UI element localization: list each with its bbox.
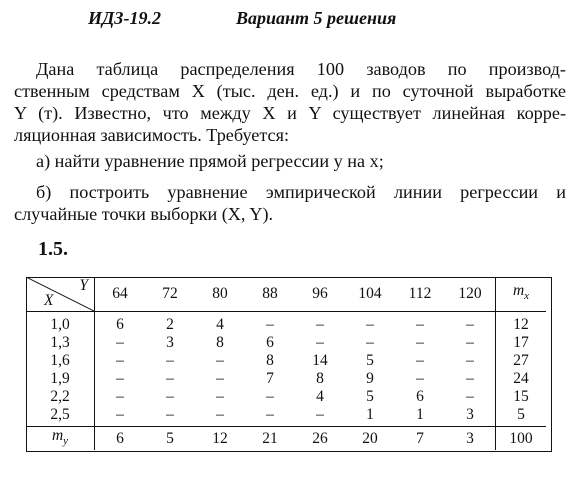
problem-line: ляционная зависимость. Требуется: bbox=[14, 125, 290, 145]
freq-cell: – bbox=[116, 406, 124, 423]
y-value: 96 bbox=[295, 277, 345, 312]
table-header-row bbox=[26, 277, 546, 312]
freq-cell: 5 bbox=[366, 352, 374, 369]
my-value: 3 bbox=[445, 427, 496, 451]
freq-cell: – bbox=[166, 388, 174, 405]
problem-line: Y (т). Известно, что между X и Y существует линейная корре- bbox=[14, 103, 566, 123]
freq-cell: 4 bbox=[216, 316, 224, 333]
y-value: 64 bbox=[95, 277, 146, 312]
mx-value: 17 bbox=[496, 334, 547, 352]
my-value: 7 bbox=[395, 427, 445, 451]
freq-cell: – bbox=[116, 388, 124, 405]
freq-cell: – bbox=[466, 388, 474, 405]
task-b-line: б) построить уравнение эмпирической линии регрессии и bbox=[36, 182, 566, 202]
table-row bbox=[26, 312, 546, 335]
problem-line: ственным средствам X (тыс. ден. ед.) и по суточной выработке bbox=[14, 81, 566, 101]
freq-cell: 1 bbox=[366, 406, 374, 423]
my-value: 21 bbox=[245, 427, 295, 451]
freq-cell: – bbox=[166, 352, 174, 369]
freq-cell: 14 bbox=[312, 352, 328, 369]
assignment-code: ИДЗ-19.2 bbox=[88, 8, 161, 28]
freq-cell: 2 bbox=[166, 316, 174, 333]
x-value: 1,9 bbox=[26, 370, 95, 388]
mx-header: $m_x$ bbox=[496, 277, 547, 312]
my-value: 5 bbox=[145, 427, 195, 451]
x-axis-label: X bbox=[44, 292, 54, 309]
task-a: а) найти уравнение прямой регрессии y на x; bbox=[36, 151, 384, 171]
freq-cell: – bbox=[216, 388, 224, 405]
freq-cell: – bbox=[216, 370, 224, 387]
x-value: 1,0 bbox=[26, 312, 95, 335]
x-value: 2,5 bbox=[26, 406, 95, 427]
table-row bbox=[26, 352, 546, 370]
task-b bbox=[14, 181, 566, 225]
my-row bbox=[26, 427, 546, 451]
problem-line: Дана таблица распределения 100 заводов по производ- bbox=[36, 59, 566, 79]
freq-cell: 3 bbox=[466, 406, 474, 423]
freq-cell: – bbox=[116, 352, 124, 369]
freq-cell: 7 bbox=[266, 370, 274, 387]
my-value: 26 bbox=[295, 427, 345, 451]
freq-cell: – bbox=[216, 352, 224, 369]
freq-cell: 8 bbox=[316, 370, 324, 387]
freq-cell: 6 bbox=[116, 316, 124, 333]
mx-value: 5 bbox=[496, 406, 547, 427]
freq-cell: – bbox=[416, 370, 424, 387]
y-value: 72 bbox=[145, 277, 195, 312]
freq-cell: – bbox=[266, 388, 274, 405]
freq-cell: – bbox=[166, 370, 174, 387]
freq-cell: – bbox=[466, 316, 474, 333]
freq-cell: 9 bbox=[366, 370, 374, 387]
distribution-table bbox=[26, 277, 546, 450]
freq-cell: – bbox=[466, 370, 474, 387]
freq-cell: – bbox=[366, 334, 374, 351]
mx-value: 12 bbox=[496, 312, 547, 335]
freq-cell: – bbox=[466, 334, 474, 351]
freq-cell: – bbox=[216, 406, 224, 423]
table-row bbox=[26, 334, 546, 352]
problem-statement bbox=[14, 58, 566, 146]
freq-cell: – bbox=[266, 406, 274, 423]
y-axis-label: Y bbox=[79, 277, 88, 294]
freq-cell: – bbox=[116, 370, 124, 387]
freq-cell: – bbox=[416, 334, 424, 351]
freq-cell: – bbox=[316, 316, 324, 333]
y-value: 88 bbox=[245, 277, 295, 312]
freq-cell: 5 bbox=[366, 388, 374, 405]
freq-cell: – bbox=[466, 352, 474, 369]
freq-cell: 6 bbox=[266, 334, 274, 351]
my-header: $m_y$ bbox=[26, 427, 95, 451]
task-b-line: случайные точки выборки (X, Y). bbox=[14, 204, 274, 224]
freq-cell: – bbox=[416, 316, 424, 333]
freq-cell: – bbox=[416, 352, 424, 369]
mx-value: 27 bbox=[496, 352, 547, 370]
freq-cell: – bbox=[116, 334, 124, 351]
table-row bbox=[26, 370, 546, 388]
y-value: 112 bbox=[395, 277, 445, 312]
freq-cell: 3 bbox=[166, 334, 174, 351]
freq-cell: – bbox=[366, 316, 374, 333]
freq-cell: – bbox=[316, 406, 324, 423]
x-value: 1,3 bbox=[26, 334, 95, 352]
page-header bbox=[0, 6, 585, 32]
y-value: 104 bbox=[345, 277, 395, 312]
freq-cell: – bbox=[316, 334, 324, 351]
total-count: 100 bbox=[496, 427, 547, 451]
freq-cell: 8 bbox=[266, 352, 274, 369]
freq-cell: 6 bbox=[416, 388, 424, 405]
freq-cell: – bbox=[166, 406, 174, 423]
x-value: 2,2 bbox=[26, 388, 95, 406]
corner-cell bbox=[26, 277, 95, 312]
freq-cell: 4 bbox=[316, 388, 324, 405]
variant-title: Вариант 5 решения bbox=[236, 8, 397, 28]
mx-value: 24 bbox=[496, 370, 547, 388]
my-value: 6 bbox=[95, 427, 146, 451]
freq-cell: 1 bbox=[416, 406, 424, 423]
my-value: 12 bbox=[195, 427, 245, 451]
my-value: 20 bbox=[345, 427, 395, 451]
table-row bbox=[26, 388, 546, 406]
section-number: 1.5. bbox=[38, 238, 68, 260]
freq-cell: – bbox=[266, 316, 274, 333]
x-value: 1,6 bbox=[26, 352, 95, 370]
mx-value: 15 bbox=[496, 388, 547, 406]
table-row bbox=[26, 406, 546, 427]
freq-cell: 8 bbox=[216, 334, 224, 351]
y-value: 80 bbox=[195, 277, 245, 312]
y-value: 120 bbox=[445, 277, 496, 312]
